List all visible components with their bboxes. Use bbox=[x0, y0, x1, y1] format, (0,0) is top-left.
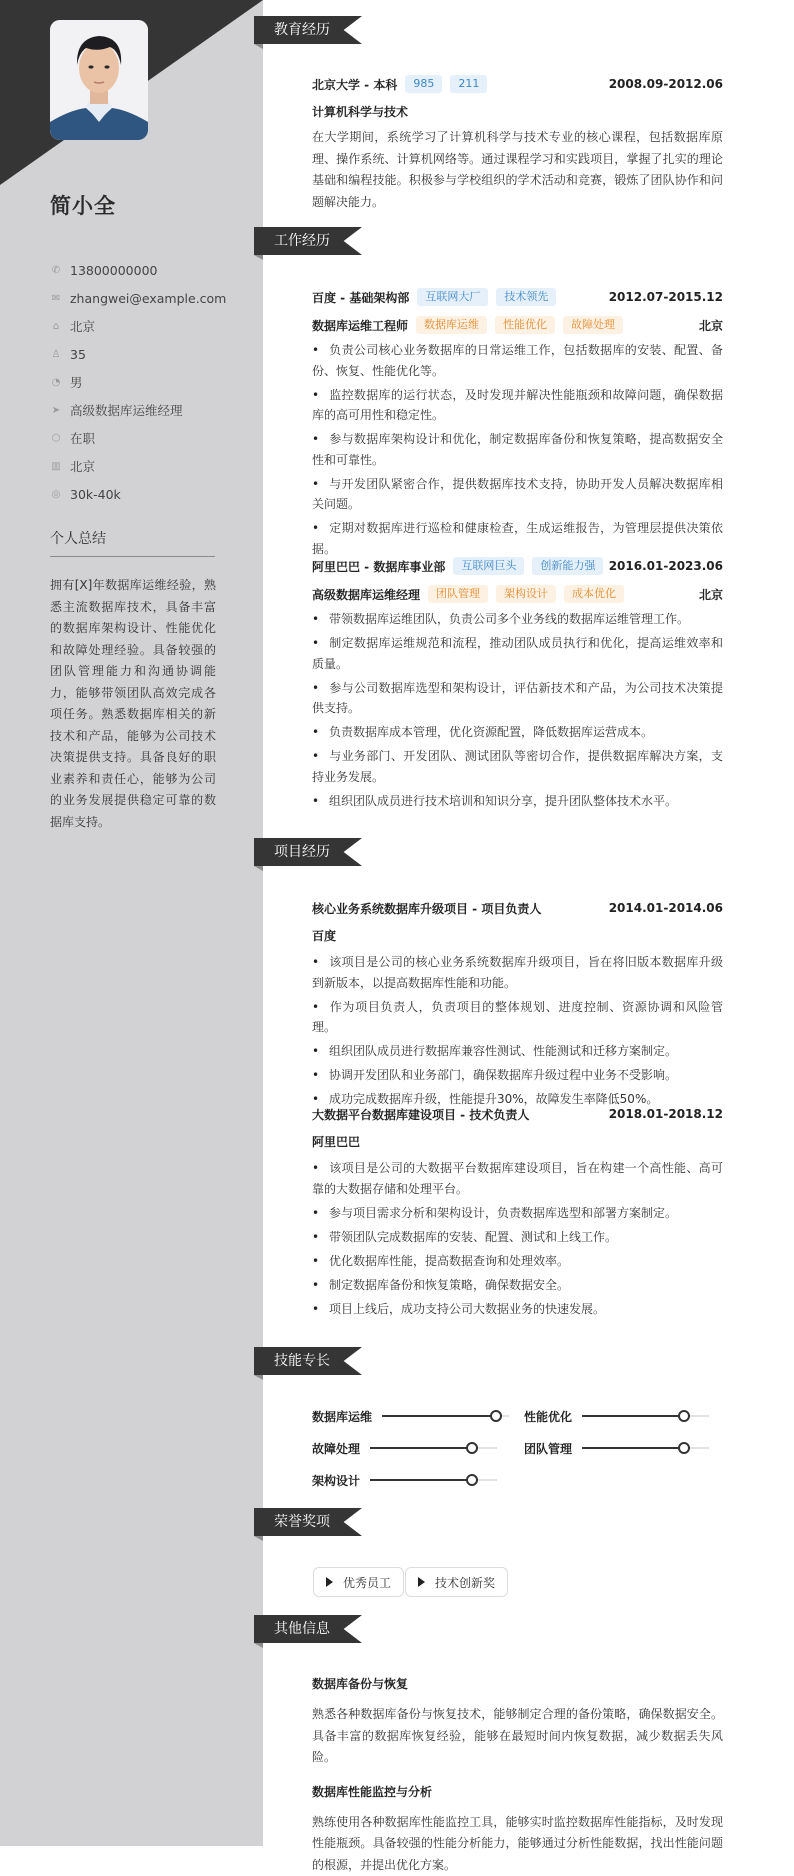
contact-value: 35 bbox=[70, 347, 86, 362]
skill-label: 故障处理 bbox=[312, 1440, 360, 1457]
bullet-item: • 成功完成数据库升级，性能提升30%，故障发生率降低50%。 bbox=[312, 1089, 723, 1110]
company-tag: 互联网巨头 bbox=[453, 557, 524, 575]
bullet-item: • 参与公司数据库选型和架构设计，评估新技术和产品，为公司技术决策提供支持。 bbox=[312, 678, 723, 719]
contact-hometown bbox=[50, 312, 250, 340]
contact-value: 北京 bbox=[70, 317, 95, 335]
skill-thumb bbox=[678, 1410, 690, 1422]
contact-status bbox=[50, 424, 250, 452]
bullet-item: • 与开发团队紧密合作，提供数据库技术支持，协助开发人员解决数据库相关问题。 bbox=[312, 474, 723, 515]
project-date: 2014.01-2014.06 bbox=[609, 901, 723, 915]
company-name: 阿里巴巴 - 数据库事业部 bbox=[312, 558, 445, 575]
contact-gender bbox=[50, 368, 250, 396]
home-icon: ⌂ bbox=[50, 320, 62, 332]
contact-position bbox=[50, 396, 250, 424]
mail-icon: ✉ bbox=[50, 292, 62, 304]
sidebar bbox=[0, 0, 263, 1846]
skill-track bbox=[582, 1447, 709, 1449]
work-entry bbox=[312, 288, 723, 563]
other-item-title: 数据库性能监控与分析 bbox=[312, 1783, 723, 1801]
skill-thumb bbox=[466, 1442, 478, 1454]
skill-slider bbox=[312, 1470, 497, 1490]
section-title: 教育经历 bbox=[274, 16, 330, 44]
skill-track bbox=[370, 1447, 497, 1449]
bullet-item: • 该项目是公司的大数据平台数据库建设项目，旨在构建一个高性能、高可靠的大数据存储和处理平台。 bbox=[312, 1158, 723, 1199]
award-label: 技术创新奖 bbox=[435, 1574, 495, 1591]
award-label: 优秀员工 bbox=[343, 1574, 391, 1591]
skill-tag: 性能优化 bbox=[495, 316, 555, 334]
skill-track bbox=[370, 1479, 497, 1481]
project-entry bbox=[312, 1105, 723, 1323]
project-entry bbox=[312, 899, 723, 1113]
school-tag: 985 bbox=[405, 75, 442, 93]
project-bullets bbox=[312, 1158, 723, 1319]
section-header-skills bbox=[254, 1347, 362, 1375]
salary-icon: ◎ bbox=[50, 488, 62, 500]
section-header-other bbox=[254, 1615, 362, 1643]
skill-label: 团队管理 bbox=[524, 1440, 572, 1457]
contact-value: 在职 bbox=[70, 429, 95, 447]
bullet-item: • 负责公司核心业务数据库的日常运维工作，包括数据库的安装、配置、备份、恢复、性能优化等。 bbox=[312, 340, 723, 381]
other-item-text: 熟练使用各种数据库性能监控工具，能够实时监控数据库性能指标，及时发现性能瓶颈。具备较强的性能分析能力，能够通过分析性能数据，找出性能问题的根源，并提出优化方案。 bbox=[312, 1812, 723, 1876]
other-item-title: 数据库备份与恢复 bbox=[312, 1675, 723, 1693]
summary-text: 拥有[X]年数据库运维经验，熟悉主流数据库技术，具备丰富的数据库架构设计、性能优化和故障处理经验。具备较强的团队管理能力和沟通协调能力，能够带领团队高效完成各项任务。熟悉数据库相关的新技术和产品，能够为公司技术决策提供支持。具备良好的职业素养和责任心，能够为公司的业务发展提供稳定可靠的数据库支持。 bbox=[50, 575, 216, 833]
section-title: 技能专长 bbox=[274, 1347, 330, 1375]
work-location: 北京 bbox=[699, 586, 723, 603]
candidate-name: 简小全 bbox=[50, 190, 116, 220]
education-description: 在大学期间，系统学习了计算机科学与技术专业的核心课程，包括数据库原理、操作系统、计算机网络等。通过课程学习和实践项目，掌握了扎实的理论基础和编程技能。积极参与学校组织的学术活动和竞赛，锻炼了团队协作和问题解决能力。 bbox=[312, 127, 723, 213]
section-title: 工作经历 bbox=[274, 227, 330, 255]
bullet-item: • 负责数据库成本管理，优化资源配置，降低数据库运营成本。 bbox=[312, 722, 723, 743]
project-name: 大数据平台数据库建设项目 - 技术负责人 bbox=[312, 1106, 529, 1123]
summary-divider bbox=[50, 556, 215, 557]
skill-track bbox=[382, 1415, 509, 1417]
skill-track bbox=[582, 1415, 709, 1417]
contact-phone bbox=[50, 256, 250, 284]
section-title: 荣誉奖项 bbox=[274, 1508, 330, 1536]
school-name: 北京大学 - 本科 bbox=[312, 76, 397, 93]
bullet-item: • 带领团队完成数据库的安装、配置、测试和上线工作。 bbox=[312, 1227, 723, 1248]
education-date: 2008.09-2012.06 bbox=[609, 77, 723, 91]
bullet-item: • 定期对数据库进行巡检和健康检查，生成运维报告，为管理层提供决策依据。 bbox=[312, 518, 723, 559]
summary-heading: 个人总结 bbox=[50, 528, 106, 548]
skill-thumb bbox=[466, 1474, 478, 1486]
project-company: 百度 bbox=[312, 927, 723, 945]
contact-value: zhangwei@example.com bbox=[70, 291, 226, 306]
bullet-item: • 制定数据库运维规范和流程，推动团队成员执行和优化，提高运维效率和质量。 bbox=[312, 633, 723, 674]
skill-label: 架构设计 bbox=[312, 1472, 360, 1489]
project-bullets bbox=[312, 952, 723, 1110]
contact-salary bbox=[50, 480, 250, 508]
major: 计算机科学与技术 bbox=[312, 103, 723, 121]
status-icon: ⬡ bbox=[50, 432, 62, 444]
avatar bbox=[50, 20, 148, 140]
age-icon: ♙ bbox=[50, 348, 62, 360]
bullet-item: • 组织团队成员进行数据库兼容性测试、性能测试和迁移方案制定。 bbox=[312, 1041, 723, 1062]
company-tag: 技术领先 bbox=[496, 288, 556, 306]
skill-tag: 数据库运维 bbox=[416, 316, 487, 334]
bullet-item: • 参与项目需求分析和架构设计，负责数据库选型和部署方案制定。 bbox=[312, 1203, 723, 1224]
company-tag: 创新能力强 bbox=[532, 557, 603, 575]
bullet-item: • 该项目是公司的核心业务系统数据库升级项目，旨在将旧版本数据库升级到新版本，以提高数据库性能和功能。 bbox=[312, 952, 723, 993]
bullet-item: • 项目上线后，成功支持公司大数据业务的快速发展。 bbox=[312, 1299, 723, 1320]
education-entry bbox=[312, 75, 723, 213]
bullet-item: • 作为项目负责人，负责项目的整体规划、进度控制、资源协调和风险管理。 bbox=[312, 997, 723, 1038]
skill-tag: 故障处理 bbox=[563, 316, 623, 334]
contact-value: 13800000000 bbox=[70, 263, 157, 278]
work-entry bbox=[312, 557, 723, 815]
work-bullets bbox=[312, 609, 723, 811]
section-title: 其他信息 bbox=[274, 1615, 330, 1643]
skill-thumb bbox=[678, 1442, 690, 1454]
bullet-item: • 组织团队成员进行技术培训和知识分享，提升团队整体技术水平。 bbox=[312, 791, 723, 812]
city-icon: ▥ bbox=[50, 460, 62, 472]
other-item-text: 熟悉各种数据库备份与恢复技术，能够制定合理的备份策略，确保数据安全。具备丰富的数据库恢复经验，能够在最短时间内恢复数据，减少数据丢失风险。 bbox=[312, 1704, 723, 1769]
skill-slider bbox=[312, 1438, 497, 1458]
bullet-item: • 协调开发团队和业务部门，确保数据库升级过程中业务不受影响。 bbox=[312, 1065, 723, 1086]
bullet-item: • 与业务部门、开发团队、测试团队等密切合作，提供数据库解决方案，支持业务发展。 bbox=[312, 746, 723, 787]
contact-age bbox=[50, 340, 250, 368]
contact-email bbox=[50, 284, 250, 312]
section-header-projects bbox=[254, 838, 362, 866]
phone-icon: ✆ bbox=[50, 264, 62, 276]
position-icon: ➤ bbox=[50, 404, 62, 416]
project-company: 阿里巴巴 bbox=[312, 1133, 723, 1151]
play-triangle-icon bbox=[326, 1577, 333, 1587]
contact-list bbox=[50, 256, 250, 508]
skill-slider bbox=[524, 1438, 709, 1458]
job-title: 数据库运维工程师 bbox=[312, 317, 408, 334]
bullet-item: • 优化数据库性能，提高数据查询和处理效率。 bbox=[312, 1251, 723, 1272]
job-title: 高级数据库运维经理 bbox=[312, 586, 420, 603]
company-tag: 互联网大厂 bbox=[417, 288, 488, 306]
skill-thumb bbox=[490, 1410, 502, 1422]
work-date: 2016.01-2023.06 bbox=[609, 559, 723, 573]
play-triangle-icon bbox=[418, 1577, 425, 1587]
work-location: 北京 bbox=[699, 317, 723, 334]
bullet-item: • 带领数据库运维团队，负责公司多个业务线的数据库运维管理工作。 bbox=[312, 609, 723, 630]
skill-tag: 团队管理 bbox=[428, 585, 488, 603]
contact-value: 北京 bbox=[70, 457, 95, 475]
skill-label: 性能优化 bbox=[524, 1408, 572, 1425]
section-header-work bbox=[254, 227, 362, 255]
contact-value: 30k-40k bbox=[70, 487, 121, 502]
contact-city bbox=[50, 452, 250, 480]
contact-value: 高级数据库运维经理 bbox=[70, 401, 183, 419]
skill-tag: 成本优化 bbox=[564, 585, 624, 603]
company-name: 百度 - 基础架构部 bbox=[312, 289, 409, 306]
project-date: 2018.01-2018.12 bbox=[609, 1107, 723, 1121]
bullet-item: • 制定数据库备份和恢复策略，确保数据安全。 bbox=[312, 1275, 723, 1296]
skill-slider bbox=[312, 1406, 509, 1426]
section-header-awards bbox=[254, 1508, 362, 1536]
section-header-education bbox=[254, 16, 362, 44]
project-name: 核心业务系统数据库升级项目 - 项目负责人 bbox=[312, 900, 541, 917]
bullet-item: • 监控数据库的运行状态，及时发现并解决性能瓶颈和故障问题，确保数据库的高可用性和稳定性。 bbox=[312, 385, 723, 426]
school-tag: 211 bbox=[450, 75, 487, 93]
award-badge[interactable] bbox=[313, 1567, 404, 1597]
gender-icon: ◔ bbox=[50, 376, 62, 388]
skill-label: 数据库运维 bbox=[312, 1408, 372, 1425]
contact-value: 男 bbox=[70, 373, 83, 391]
skill-slider bbox=[524, 1406, 709, 1426]
work-date: 2012.07-2015.12 bbox=[609, 290, 723, 304]
section-title: 项目经历 bbox=[274, 838, 330, 866]
bullet-item: • 参与数据库架构设计和优化，制定数据库备份和恢复策略，提高数据安全性和可靠性。 bbox=[312, 429, 723, 470]
skill-tag: 架构设计 bbox=[496, 585, 556, 603]
work-bullets bbox=[312, 340, 723, 559]
award-badge[interactable] bbox=[405, 1567, 508, 1597]
